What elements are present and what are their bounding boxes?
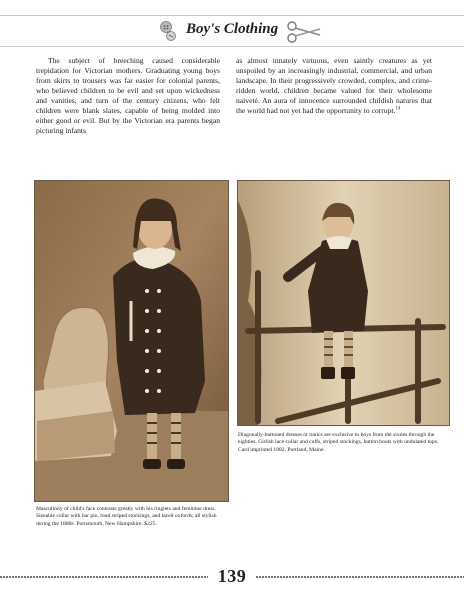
page-footer <box>0 566 464 588</box>
footer-rule-right <box>256 576 464 578</box>
page-number: 139 <box>217 566 247 586</box>
header-title: Boy's Clothing <box>186 21 279 37</box>
sewing-buttons-icon <box>158 20 182 42</box>
page-header <box>0 14 464 48</box>
sepia-portrait-left <box>35 181 228 501</box>
body-paragraph: The subject of breeching caused considerable trepidation for Victorian mothers. Graduating young boys from skirts to trousers was far easier for colonial parents, who believed children to be evil and set upon wickedness and vanities, and turn of the century citizens, who felt children were blank slates, capable of being molded into either good or evil. But by the Victorian era parents began picturing infants <box>36 56 220 135</box>
caption-left-photo: Masculinity of child's face contrasts greatly with his ringlets and feminine dress. Sizeable collar with bar pin, loud striped stockings, and laced oxfords; all stylish during the 1880s. Portsmouth, New Hampshire. $225. <box>36 506 217 527</box>
footnote-marker: 14 <box>395 106 401 112</box>
caption-right-photo: Diagonally-buttoned dresses or tunics are exclusive to boys from the sixties through the eighties. Girlish lace collar and cuffs, striped stockings, button boots with undulated tops. Card imprinted 1882. Portland, Maine. <box>238 432 439 453</box>
footer-rule-left <box>0 576 208 578</box>
photo-boy-in-dress-with-chair <box>34 180 229 502</box>
scissors-icon <box>286 20 322 44</box>
body-column-left <box>36 56 220 136</box>
body-column-right <box>236 56 432 116</box>
header-rule-bottom <box>0 46 464 47</box>
body-paragraph-continued <box>236 56 432 116</box>
sepia-portrait-right <box>238 181 449 425</box>
body-text: as almost innately virtuous, even saintly creatures as yet unspoiled by an increasingly industrial, commercial, and urban landscape. In their progressively crowded, complex, and crime-ridden world, children became valued for their wholesome naiveté. An aura of innocence surrounded childish natures that the world had not yet had the opportunity to corrupt. <box>236 56 432 115</box>
photo-boy-on-rustic-fence <box>237 180 450 426</box>
